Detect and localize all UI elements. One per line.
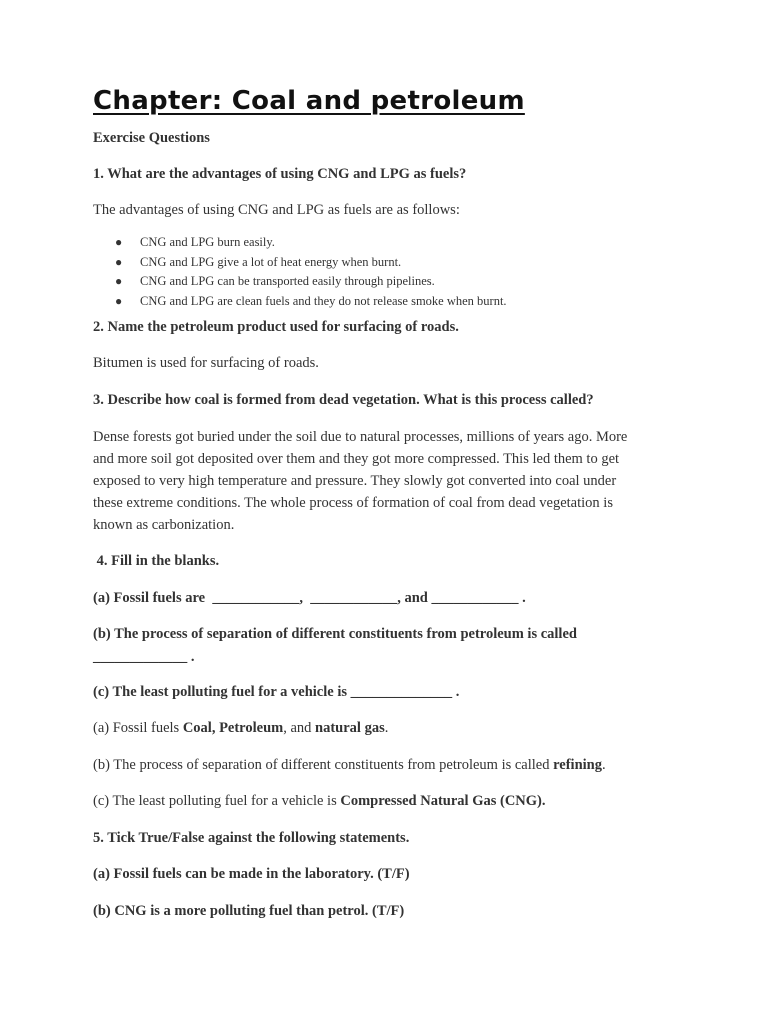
answer-3-line: Dense forests got buried under the soil due to natural processes, millions of years ago. More xyxy=(93,429,628,445)
list-item: ● CNG and LPG can be transported easily through pipelines. xyxy=(115,272,507,292)
list-item: ● CNG and LPG are clean fuels and they do not release smoke when burnt. xyxy=(115,292,507,312)
answer-3 xyxy=(93,426,673,536)
advantages-list xyxy=(115,233,507,311)
question-2: 2. Name the petroleum product used for surfacing of roads. xyxy=(93,319,459,335)
bullet-icon: ● xyxy=(115,235,123,249)
section-heading: Exercise Questions xyxy=(93,130,210,146)
chapter-title: Chapter: Coal and petroleum xyxy=(93,86,525,116)
answer-1-intro: The advantages of using CNG and LPG as fuels are as follows: xyxy=(93,202,460,218)
answer-2: Bitumen is used for surfacing of roads. xyxy=(93,355,319,371)
question-4: 4. Fill in the blanks. xyxy=(93,553,220,569)
bullet-icon: ● xyxy=(115,254,123,269)
question-4b: (b) The process of separation of different constituents from petroleum is called xyxy=(93,626,577,642)
list-item: ● CNG and LPG give a lot of heat energy when burnt. xyxy=(115,253,507,273)
answer-3-line: these extreme conditions. The whole process of formation of coal from dead vegetation is xyxy=(93,495,613,511)
question-5: 5. Tick True/False against the following statements. xyxy=(93,830,410,846)
answer-4b: (b) The process of separation of different constituents from petroleum is called refining. xyxy=(93,757,606,773)
answer-4c: (c) The least polluting fuel for a vehicle is Compressed Natural Gas (CNG). xyxy=(93,793,546,809)
answer-3-line: exposed to very high temperature and pressure. They slowly got converted into coal under xyxy=(93,473,617,489)
question-4b-blank: _____________ . xyxy=(93,649,195,665)
bullet-icon: ● xyxy=(115,274,123,288)
list-item: ● CNG and LPG burn easily. xyxy=(115,233,507,253)
question-5a: (a) Fossil fuels can be made in the laboratory. (T/F) xyxy=(93,866,410,882)
question-4a: (a) Fossil fuels are ____________, ____________, and ____________ . xyxy=(93,590,526,606)
answer-3-line: and more soil got deposited over them and they got more compressed. This led them to get xyxy=(93,451,620,467)
question-4c: (c) The least polluting fuel for a vehicle is ______________ . xyxy=(93,684,460,700)
bullet-icon: ● xyxy=(115,293,123,308)
question-1: 1. What are the advantages of using CNG and LPG as fuels? xyxy=(93,166,467,182)
question-5b: (b) CNG is a more polluting fuel than petrol. (T/F) xyxy=(93,903,405,919)
answer-3-line: known as carbonization. xyxy=(93,517,235,533)
answer-4a: (a) Fossil fuels Coal, Petroleum, and natural gas. xyxy=(93,720,389,736)
question-3: 3. Describe how coal is formed from dead vegetation. What is this process called? xyxy=(93,392,594,408)
